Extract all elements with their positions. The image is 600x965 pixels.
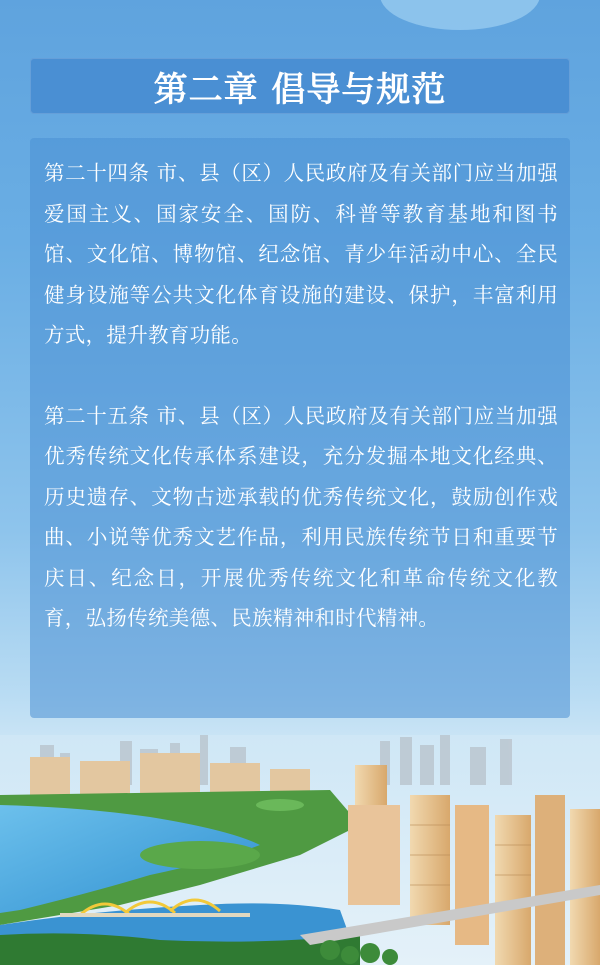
chapter-title: 第二章 倡导与规范 bbox=[153, 69, 447, 110]
articles-panel bbox=[30, 138, 570, 718]
decorative-wave bbox=[380, 0, 540, 30]
chapter-title-bar bbox=[30, 58, 570, 114]
cityscape-photo bbox=[0, 735, 600, 965]
article-24-text: 第二十四条 市、县（区）人民政府及有关部门应当加强爱国主义、国家安全、国防、科普等教育基地和图书馆、文化馆、博物馆、纪念馆、青少年活动中心、全民健身设施等公共文化体育设施的建设、保护，丰富利用方式，提升教育功能。 bbox=[44, 161, 558, 347]
article-25-text: 第二十五条 市、县（区）人民政府及有关部门应当加强优秀传统文化传承体系建设，充分发掘本地文化经典、历史遗存、文物古迹承载的优秀传统文化，鼓励创作戏曲、小说等优秀文艺作品，利用民族传统节日和重要节庆日、纪念日，开展优秀传统文化和革命传统文化教育，弘扬传统美德、民族精神和时代精神。 bbox=[44, 403, 558, 630]
